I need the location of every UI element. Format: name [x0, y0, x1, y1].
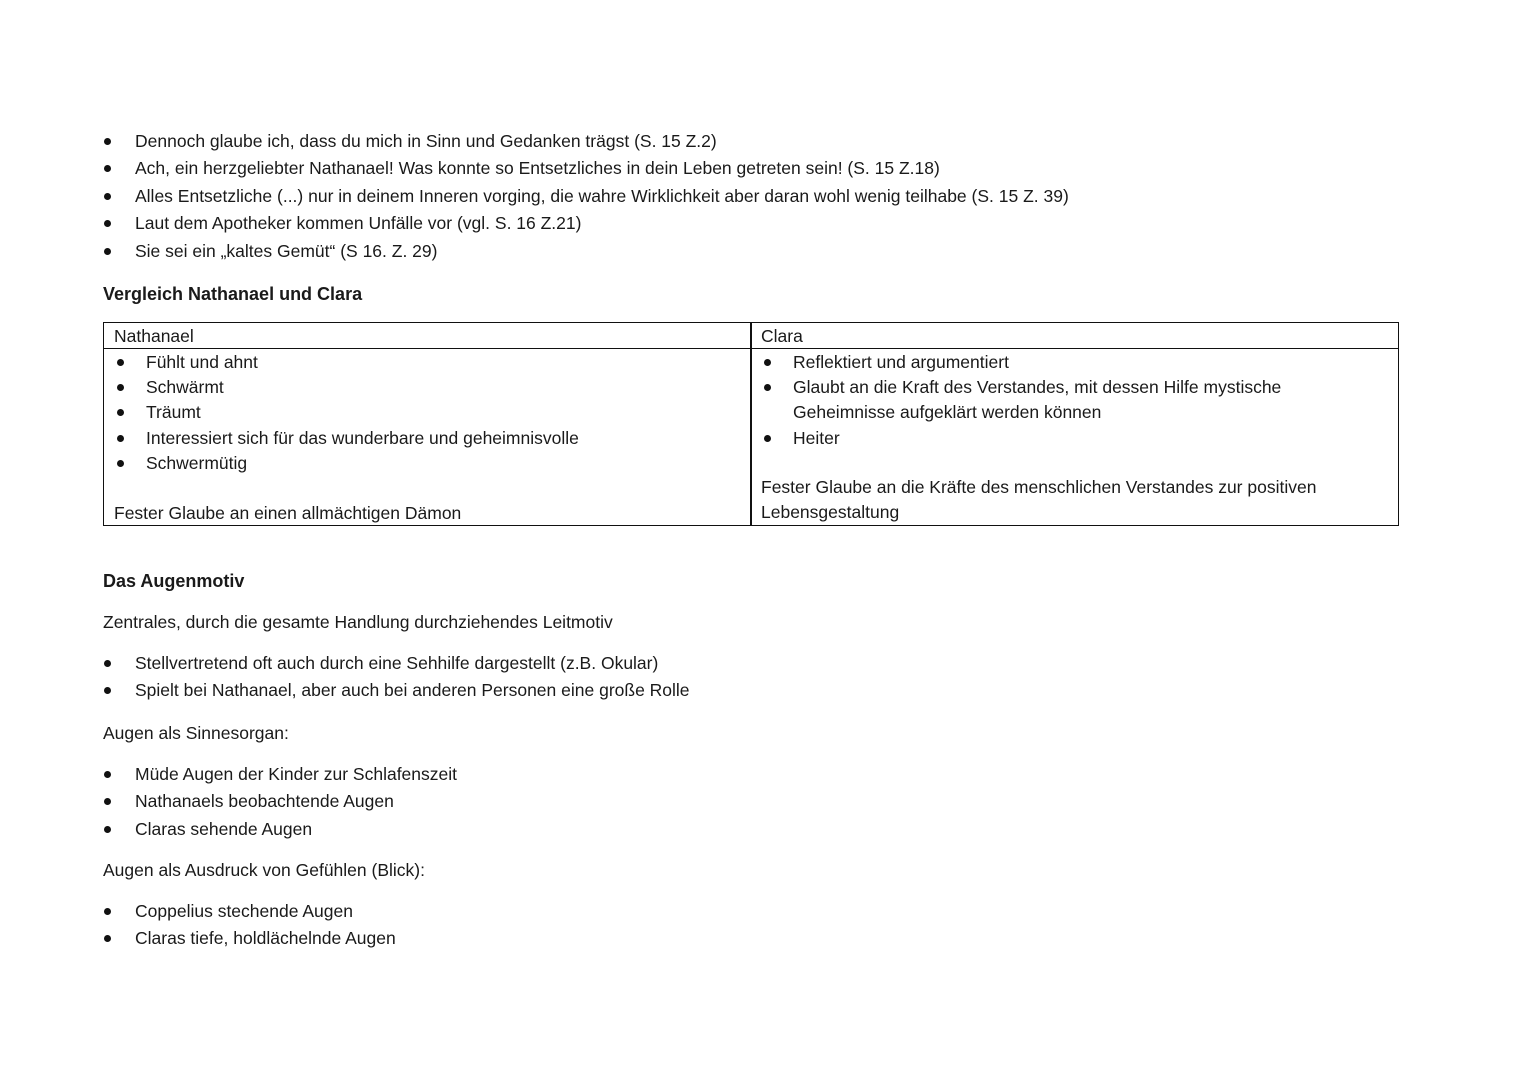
list-item: Spielt bei Nathanael, aber auch bei anderen Personen eine große Rolle — [103, 677, 1403, 704]
list-item: Claras sehende Augen — [103, 816, 1403, 843]
quote-item: Laut dem Apotheker kommen Unfälle vor (vgl. S. 16 Z.21) — [103, 210, 1403, 237]
clara-cell — [751, 350, 1351, 451]
comparison-heading: Vergleich Nathanael und Clara — [103, 284, 363, 304]
comparison-table — [103, 322, 1399, 526]
clara-trait: Reflektiert und argumentiert — [751, 350, 1351, 375]
clara-trait: Glaubt an die Kraft des Verstandes, mit dessen Hilfe mystische Geheimnisse aufgeklärt werden können — [751, 375, 1351, 425]
list-item: Coppelius stechende Augen — [103, 898, 1403, 925]
sinnesorgan-section — [103, 761, 1403, 843]
augenmotiv-heading: Das Augenmotiv — [103, 571, 245, 591]
nathanael-cell — [104, 350, 744, 476]
quotes-section — [103, 128, 1403, 265]
nathanael-trait: Träumt — [104, 400, 744, 425]
sinnesorgan-label: Augen als Sinnesorgan: — [103, 723, 289, 743]
list-item: Claras tiefe, holdlächelnde Augen — [103, 925, 1403, 952]
gefuehle-label: Augen als Ausdruck von Gefühlen (Blick): — [103, 860, 425, 880]
augenmotiv-intro: Zentrales, durch die gesamte Handlung durchziehendes Leitmotiv — [103, 612, 613, 632]
list-item: Nathanaels beobachtende Augen — [103, 788, 1403, 815]
clara-summary: Fester Glaube an die Kräfte des menschlichen Verstandes zur positiven Lebensgestaltung — [761, 477, 1317, 522]
list-item: Müde Augen der Kinder zur Schlafenszeit — [103, 761, 1403, 788]
nathanael-summary: Fester Glaube an einen allmächtigen Dämon — [114, 503, 462, 523]
clara-trait: Heiter — [751, 426, 1351, 451]
gefuehle-section — [103, 898, 1403, 953]
column-title-nathanael: Nathanael — [114, 326, 194, 346]
quote-item: Sie sei ein „kaltes Gemüt“ (S 16. Z. 29) — [103, 238, 1403, 265]
augenmotiv-intro-section — [103, 650, 1403, 705]
nathanael-trait: Schwärmt — [104, 375, 744, 400]
list-item: Stellvertretend oft auch durch eine Sehhilfe dargestellt (z.B. Okular) — [103, 650, 1403, 677]
sinnesorgan-list — [103, 761, 1403, 843]
nathanael-trait: Fühlt und ahnt — [104, 350, 744, 375]
augenmotiv-intro-list — [103, 650, 1403, 705]
quote-item: Dennoch glaube ich, dass du mich in Sinn und Gedanken trägst (S. 15 Z.2) — [103, 128, 1403, 155]
nathanael-traits-list — [104, 350, 744, 476]
gefuehle-list — [103, 898, 1403, 953]
quote-item: Ach, ein herzgeliebter Nathanael! Was konnte so Entsetzliches in dein Leben getreten sein! (S. 15 Z.18) — [103, 155, 1403, 182]
quote-item: Alles Entsetzliche (...) nur in deinem Inneren vorging, die wahre Wirklichkeit aber daran wohl wenig teilhabe (S. 15 Z. 39) — [103, 183, 1403, 210]
quotes-list — [103, 128, 1403, 265]
nathanael-trait: Interessiert sich für das wunderbare und geheimnisvolle — [104, 426, 744, 451]
column-title-clara: Clara — [761, 326, 803, 346]
clara-traits-list — [751, 350, 1351, 451]
nathanael-trait: Schwermütig — [104, 451, 744, 476]
